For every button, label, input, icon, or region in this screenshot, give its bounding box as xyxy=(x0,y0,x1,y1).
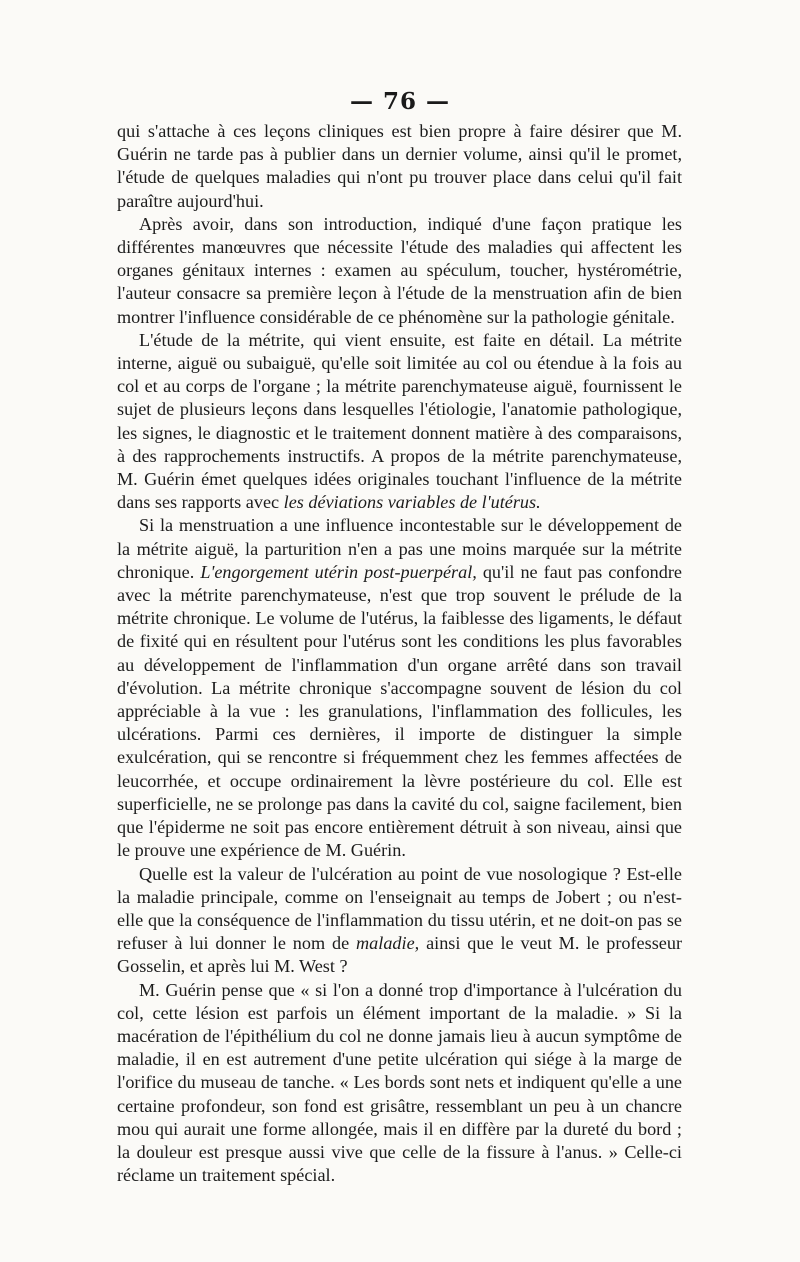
body-text xyxy=(117,120,682,1187)
text-run: M. Guérin pense que « si l'on a donné trop d'importance à l'ulcération du col, cette lésion est parfois un élément important de la maladie. » Si la macération de l'épithélium du col ne donne jamais lieu à aucun symptôme de maladie, il en est autrement d'une petite ulcération qui siége à la marge de l'orifice du museau de tanche. « Les bords sont nets et indiquent qu'elle a une certaine profondeur, son fond est grisâtre, ressemblant un peu à un chancre mou qui aurait une forme allongée, mais il en diffère par la dureté du bord ; la douleur est presque aussi vive que celle de la fissure à l'anus. » Celle-ci réclame un traitement spécial. xyxy=(117,979,682,1186)
italic-text: L'engorgement utérin post-puerpéral, xyxy=(200,561,477,582)
text-run: ainsi que le veut M. le professeur Gosselin, et après lui M. West ? xyxy=(117,933,682,977)
text-run: Si la menstruation a une influence incontestable sur le développement de la métrite aiguë, la parturition n'en a pas une moins marquée sur la métrite chronique. xyxy=(117,515,682,582)
paragraph xyxy=(117,863,682,979)
italic-text: maladie, xyxy=(356,933,420,954)
text-run: Quelle est la valeur de l'ulcération au point de vue nosologique ? Est-elle la maladie principale, comme on l'enseignait au temps de Jobert ; ou n'est-elle que la conséquence de l'inflammation du tissu utérin, et ne doit-on pas se refuser à lui donner le nom de xyxy=(117,863,682,954)
text-run: Après avoir, dans son introduction, indiqué d'une façon pratique les différentes manœuvres que nécessite l'étude des maladies qui affectent les organes génitaux internes : examen au spéculum, toucher, hystérométrie, l'auteur consacre sa première leçon à l'étude de la menstruation afin de bien montrer l'influence considérable de ce phénomène sur la pathologie génitale. xyxy=(117,213,682,327)
paragraph xyxy=(117,979,682,1188)
text-run: qu'il ne faut pas confondre avec la métrite parenchymateuse, n'est que trop souvent le prélude de la métrite chronique. Le volume de l'utérus, la faiblesse des ligaments, le défaut de fixité qui en résultent pour l'utérus sont les conditions les plus favorables au développement de l'inflammation d'un organe arrêté dans son travail d'évolution. La métrite chronique s'accompagne souvent de lésion du col appréciable à la vue : les granulations, l'inflammation des follicules, les ulcérations. Parmi ces dernières, il importe de distinguer la simple exulcération, qui se rencontre si fréquemment chez les femmes affectées de leucorrhée, et occupe ordinairement la lèvre postérieure du col. Elle est superficielle, ne se prolonge pas dans la cavité du col, saigne facilement, bien que l'épiderme ne soit pas encore entièrement détruit à son niveau, ainsi que le prouve une expérience de M. Guérin. xyxy=(117,561,682,861)
paragraph xyxy=(117,514,682,862)
italic-text: les déviations variables de l'utérus. xyxy=(283,492,541,513)
page-number: — 76 — xyxy=(349,88,451,115)
paragraph xyxy=(117,213,682,329)
text-run: qui s'attache à ces leçons cliniques est bien propre à faire désirer que M. Guérin ne tarde pas à publier dans un dernier volume, ainsi qu'il le promet, l'étude de quelques maladies qui n'ont pu trouver place dans celui qu'il fait paraître aujourd'hui. xyxy=(117,121,682,211)
paragraph xyxy=(117,120,682,213)
paragraph xyxy=(117,329,682,515)
text-run: L'étude de la métrite, qui vient ensuite, est faite en détail. La métrite interne, aiguë ou subaiguë, qu'elle soit limitée au col ou étendue à la fois au col et au corps de l'organe ; la métrite parenchymateuse aiguë, fournissent le sujet de plusieurs leçons dans lesquelles l'étiologie, l'anatomie pathologique, les signes, le diagnostic et le traitement donnent matière à des comparaisons, à des rapprochements instructifs. A propos de la métrite parenchymateuse, M. Guérin émet quelques idées originales touchant l'influence de la métrite dans ses rapports avec xyxy=(117,329,682,513)
